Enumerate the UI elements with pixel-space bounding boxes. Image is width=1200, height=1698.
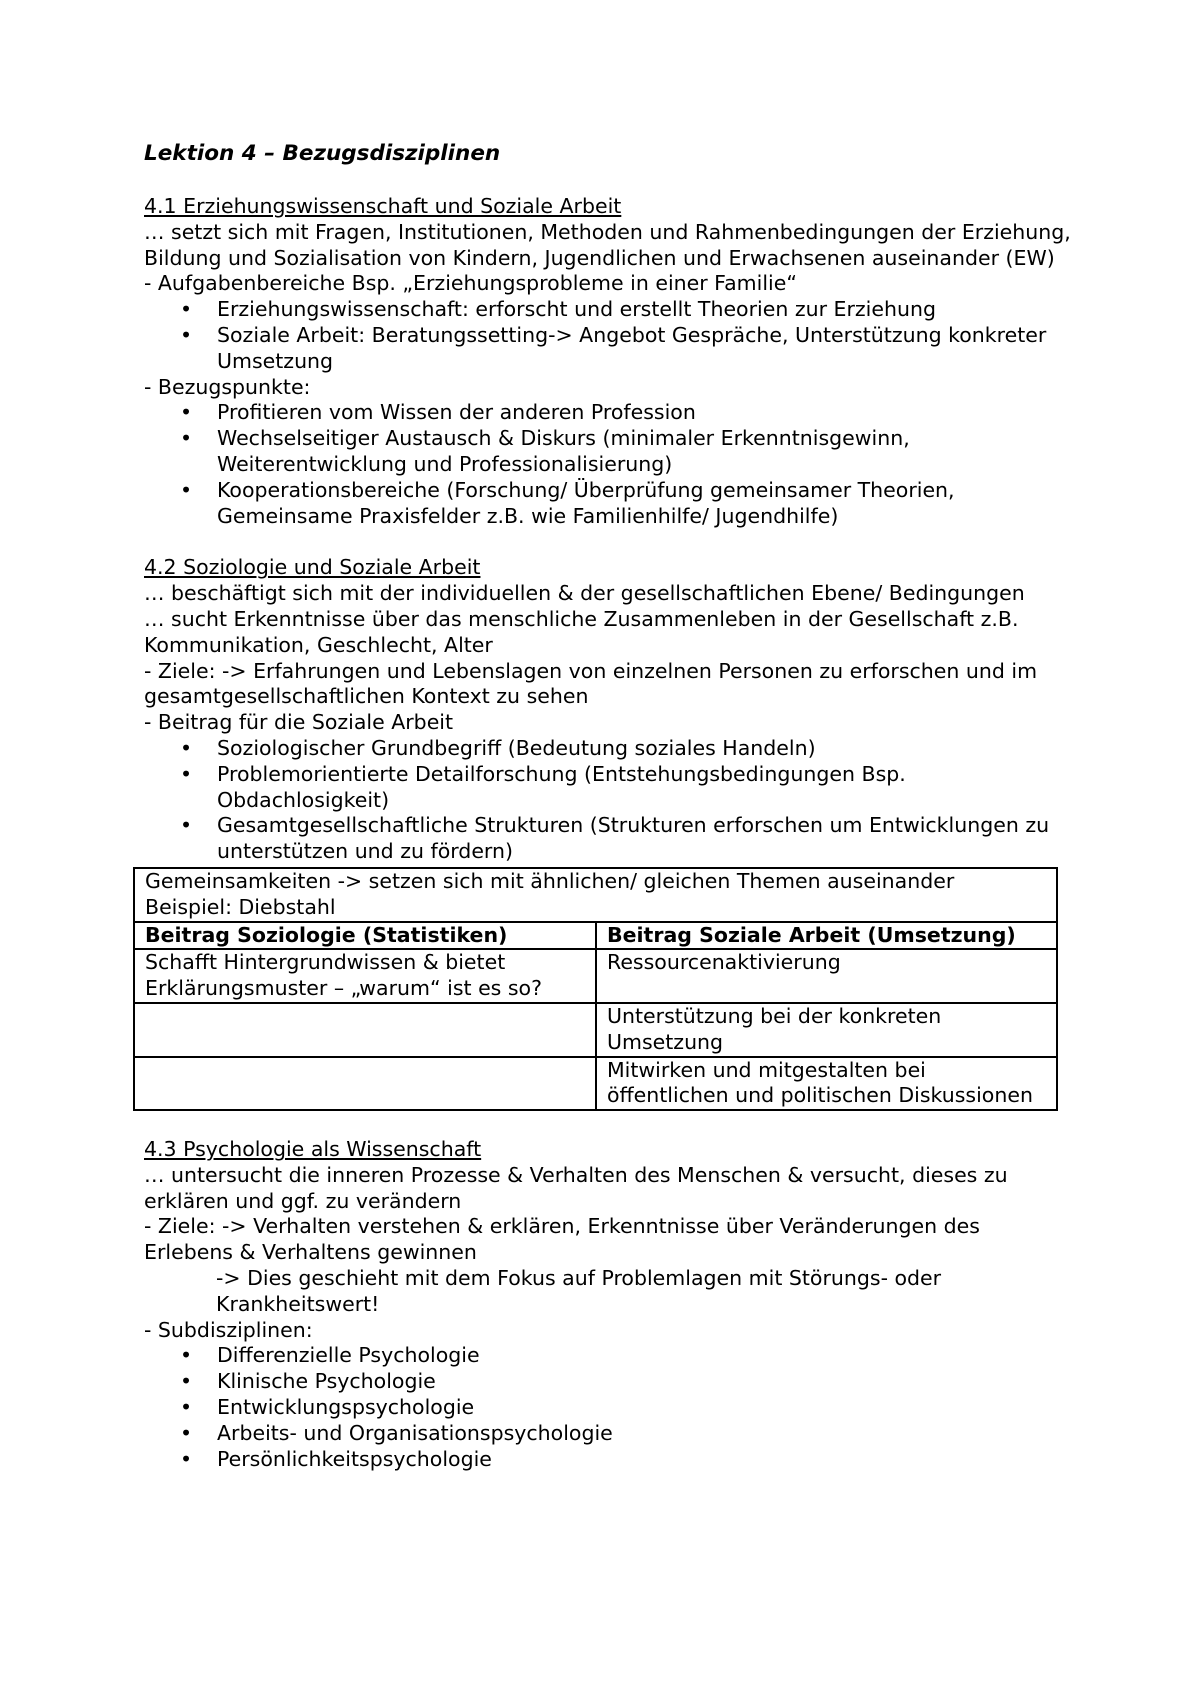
section-2-line-2: … sucht Erkenntnisse über das menschliche Zusammenleben in der Gesellschaft z.B. Kommunikation, Geschlecht, Alter (144, 606, 1019, 657)
list-item: • Soziologischer Grundbegriff (Bedeutung soziales Handeln) (217, 736, 1074, 762)
list-item: • Erziehungswissenschaft: erforscht und erstellt Theorien zur Erziehung (217, 297, 1074, 323)
document-page (144, 140, 1074, 1472)
section-1-tasks-label: - Aufgabenbereiche Bsp. „Erziehungsprobleme in einer Familie“ (144, 271, 797, 296)
table-row (134, 1003, 1057, 1057)
table-header-sociology: Beitrag Soziologie (Statistiken) (134, 922, 596, 950)
section-3-focus: -> Dies geschieht mit dem Fokus auf Problemlagen mit Störungs- oder Krankheitswert! (216, 1266, 942, 1316)
list-item: • Persönlichkeitspsychologie (217, 1447, 1074, 1473)
section-heading-4-3: 4.3 Psychologie als Wissenschaft (144, 1137, 482, 1162)
list-item: • Profitieren vom Wissen der anderen Profession (217, 400, 1074, 426)
section-1-tasks-list (144, 297, 1074, 374)
list-item: • Arbeits- und Organisationspsychologie (217, 1421, 1074, 1447)
table-header-social-work: Beitrag Soziale Arbeit (Umsetzung) (596, 922, 1057, 950)
section-3-intro: … untersucht die inneren Prozesse & Verhalten des Menschen & versucht, dieses zu erklären und ggf. zu verändern (144, 1162, 1008, 1213)
table-row (134, 949, 1057, 1003)
table-cell (134, 1003, 596, 1057)
list-item: • Wechselseitiger Austausch & Diskurs (minimaler Erkenntnisgewinn, Weiterentwicklung und Professionalisierung) (217, 426, 1074, 478)
section-3-subdisciplines-list (144, 1343, 1074, 1472)
table-cell (134, 1057, 596, 1111)
section-1-points-list (144, 400, 1074, 529)
section-heading-4-1: 4.1 Erziehungswissenschaft und Soziale Arbeit (144, 194, 622, 218)
table-common-cell: Gemeinsamkeiten -> setzen sich mit ähnlichen/ gleichen Themen auseinander Beispiel: Diebstahl (134, 868, 1057, 922)
section-2-contributions-list (144, 736, 1074, 865)
spacer (144, 529, 1074, 555)
page-title: Lektion 4 – Bezugsdisziplinen (144, 141, 501, 166)
section-3-subdisciplines-label: - Subdisziplinen: (144, 1317, 313, 1342)
section-2-line-1: … beschäftigt sich mit der individuellen & der gesellschaftlichen Ebene/ Bedingungen (144, 581, 1025, 606)
table-cell: Mitwirken und mitgestalten bei öffentlichen und politischen Diskussionen (596, 1057, 1057, 1111)
table-header-row (134, 922, 1057, 950)
table-cell: Schafft Hintergrundwissen & bietet Erklärungsmuster – „warum“ ist es so? (134, 949, 596, 1003)
comparison-table (133, 867, 1058, 1111)
section-1-points-label: - Bezugspunkte: (144, 374, 311, 399)
table-cell: Ressourcenaktivierung (596, 949, 1057, 1003)
section-1-intro: … setzt sich mit Fragen, Institutionen, Methoden und Rahmenbedingungen der Erziehung, Bildung und Sozialisation von Kindern, Jugendlichen und Erwachsenen auseinander (EW) (144, 219, 1071, 270)
list-item: • Differenzielle Psychologie (217, 1343, 1074, 1369)
table-cell: Unterstützung bei der konkreten Umsetzung (596, 1003, 1057, 1057)
list-item: • Klinische Psychologie (217, 1369, 1074, 1395)
list-item: • Gesamtgesellschaftliche Strukturen (Strukturen erforschen um Entwicklungen zu unterstützen und zu fördern) (217, 813, 1074, 865)
list-item: • Kooperationsbereiche (Forschung/ Überprüfung gemeinsamer Theorien, Gemeinsame Praxisfelder z.B. wie Familienhilfe/ Jugendhilfe) (217, 478, 1074, 530)
spacer (144, 1111, 1074, 1137)
section-2-contribution-label: - Beitrag für die Soziale Arbeit (144, 710, 454, 735)
table-row (134, 868, 1057, 922)
section-2-goals: - Ziele: -> Erfahrungen und Lebenslagen von einzelnen Personen zu erforschen und im gesamtgesellschaftlichen Kontext zu sehen (144, 658, 1038, 709)
list-item: • Entwicklungspsychologie (217, 1395, 1074, 1421)
table-row (134, 1057, 1057, 1111)
section-heading-4-2: 4.2 Soziologie und Soziale Arbeit (144, 555, 481, 580)
section-3-goals: - Ziele: -> Verhalten verstehen & erklären, Erkenntnisse über Veränderungen des Erlebens & Verhaltens gewinnen (144, 1214, 980, 1265)
list-item: • Soziale Arbeit: Beratungssetting-> Angebot Gespräche, Unterstützung konkreter Umsetzung (217, 323, 1074, 375)
list-item: • Problemorientierte Detailforschung (Entstehungsbedingungen Bsp. Obdachlosigkeit) (217, 762, 1074, 814)
